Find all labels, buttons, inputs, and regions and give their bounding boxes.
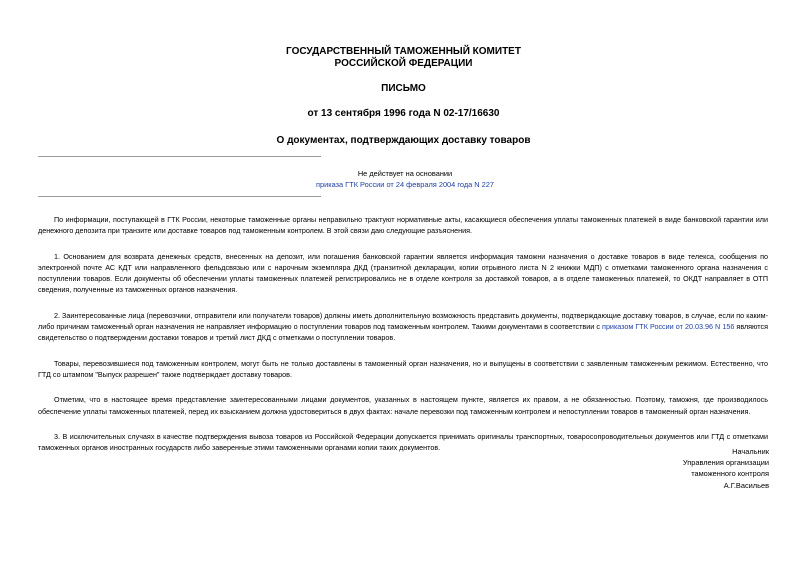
order-156-link[interactable]: приказом ГТК России от 20.03.96 N 156 [602,322,735,332]
document-body [38,214,768,467]
agency-name-line2: РОССИЙСКОЙ ФЕДЕРАЦИИ [334,58,473,69]
document-type: ПИСЬМО [381,83,426,94]
paragraph-goods: Товары, перевозившиеся под таможенным контролем, могут быть не только доставлены в таможенный орган назначения, но и выпущены в соответствии с заявленным таможенным режимом. Естественно, что ГТД со штампом "Выпуск разрешен" также подтверждает доставку товаров. [38,358,768,379]
paragraph-2 [38,310,768,344]
signature-position-line3: таможенного контроля [691,469,769,479]
signature-block [569,446,769,491]
document-subject: О документах, подтверждающих доставку товаров [276,135,531,146]
paragraph-note: Отметим, что в настоящее время представление заинтересованными лицами документов, указанных в настоящем пункте, является их правом, а не обязанностью. Поэтому, таможня, где производилось обеспечение уплаты таможенных платежей, перед их взысканием должна удостовериться в двух фактах: начале перевозки под таможенным контролем и непоступлении товаров в таможенный орган назначения. [38,395,768,416]
signature-position-line2: Управления организации [682,458,769,468]
agency-name-line1: ГОСУДАРСТВЕННЫЙ ТАМОЖЕННЫЙ КОМИТЕТ [286,46,521,57]
document-date-number: от 13 сентября 1996 года N 02-17/16630 [307,108,500,119]
signature-name: А.Г.Васильев [723,480,769,490]
paragraph-3: 3. В исключительных случаях в качестве подтверждения вывоза товаров из Российской Федерации допускается принимать оригиналы транспортных, товаросопроводительных документов или ГТД с отметками таможенных органов иностранных государств либо заверенные этими таможенными органами копии таких документов. [38,431,768,453]
divider-top [38,156,321,157]
paragraph-2-text-after: являются свидетельство о подтверждении доставки товаров и третий лист ДКД с отметками о поступлении товаров. [38,322,768,343]
divider-bottom [38,196,321,197]
status-notice [280,168,530,190]
status-notice-link[interactable]: приказа ГТК России от 24 февраля 2004 года N 227 [315,180,495,189]
paragraph-intro: По информации, поступающей в ГТК России, некоторые таможенные органы неправильно трактуют нормативные акты, касающиеся обеспечения уплаты таможенных платежей в виде банковской гарантии или денежного депозита при транзите или доставке товаров под таможенным контролем. В этой связи даю следующие разъяснения. [38,215,768,236]
paragraph-2-text-before: 2. Заинтересованные лица (перевозчики, отправители или получатели товаров) должны иметь дополнительную возможность представить документы, подтверждающие доставку товаров, в случае, если по каким-либо причинам таможенный орган назначения не направляет информацию о поступлении товаров под таможенным контролем. Такими документами в соответствии с [38,310,768,332]
signature-position-line1: Начальник [732,447,769,456]
status-notice-text: Не действует на основании [357,169,453,178]
document-header [0,46,807,147]
paragraph-1: 1. Основанием для возврата денежных средств, внесенных на депозит, или погашения банковской гарантии является информация таможни назначения о доставке товаров в виде телекса, сообщения по электронной почте АС КДТ или направленного фельдсвязью или с нарочным экземпляра ДКД (транзитной декларации, копии отрывного листа N 2 книжки МДП) с отметками таможенного органа назначения с поступлении товаров. Если документы об обеспечении уплаты таможенных платежей регистрировались не в отделе контроля за доставкой товаров, а в отделе таможенных платежей, то ОКДТ направляет в ОТП сведения, полученные из таможенных органов назначения. [38,251,768,295]
